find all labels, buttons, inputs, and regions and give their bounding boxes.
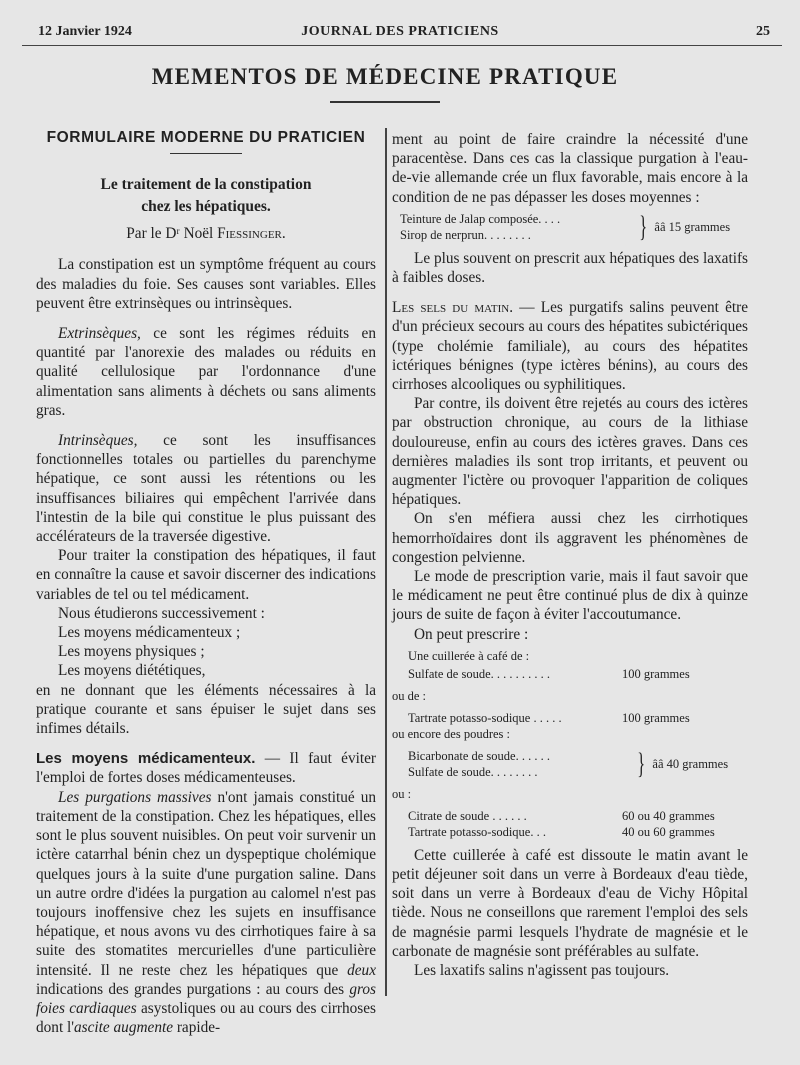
paragraph: Les laxatifs salins n'agissent pas toujours. bbox=[414, 962, 670, 980]
paragraph: en ne donnant que les éléments nécessaires à la pratique courante et sans épuiser le sujet dans ses infimes détails. bbox=[36, 681, 376, 738]
article-author bbox=[36, 224, 376, 243]
paragraph: On s'en méfiera aussi chez les cirrhotiques hemorrhoïdaires dont ils aggravent les phénomènes de congestion pelvienne. bbox=[392, 510, 748, 566]
list-intro: Nous étudierons successivement : bbox=[58, 604, 265, 622]
formula-1 bbox=[400, 211, 748, 243]
formula-item: Sulfate de soude. . . . . . . . bbox=[408, 764, 538, 779]
prescription-block bbox=[392, 648, 748, 840]
title-rule bbox=[330, 101, 440, 103]
paragraph-text: rapide- bbox=[173, 1019, 221, 1037]
formula-item: Bicarbonate de soude. . . . . . bbox=[408, 748, 550, 763]
paragraph: La constipation est un symptôme fréquent au cours des maladies du foie. Ses causes sont variables. Elles peuvent être extrinsèques ou intrinsèques. bbox=[36, 256, 376, 312]
paragraph bbox=[392, 298, 748, 394]
formula-name: Tartrate potasso-sodique . . . . . bbox=[408, 710, 562, 725]
paragraph-text: indications des grandes purgations : au cours des bbox=[36, 980, 350, 998]
formula-item: Teinture de Jalap composée. . . . bbox=[400, 211, 561, 226]
italic-phrase: ascite augmente bbox=[74, 1019, 174, 1037]
paragraph-text: n'ont jamais constitué un traitement de la constipation. Chez les hépatiques, elles sont le plus souvent nuisibles. On peut voir survenir un ictère catarrhal bénin chez un dyspeptique cholémique quelques jours à la suite d'une purgation saline. Dans un autre ordre d'idées la purgation au calomel n'est pas toujours inoffensive chez les sujets en insuffisance hépatique, et nous avons vu des cirrhotiques faire à sa suite des stomatites mercurielles d'une particulière intensité. Il ne reste chez les hépatiques que bbox=[36, 788, 376, 979]
paragraph-text: — Il faut éviter l'emploi de fortes doses médicamenteuses. bbox=[36, 750, 376, 787]
paragraph: Pour traiter la constipation des hépatiques, il faut en connaître la cause et savoir discerner des indications variables de tel ou tel médicament. bbox=[36, 547, 376, 603]
formula-line bbox=[408, 808, 748, 824]
paragraph: On peut prescrire : bbox=[414, 625, 529, 643]
small-caps-lead: Les sels du matin. bbox=[392, 299, 514, 317]
paragraph bbox=[36, 431, 376, 546]
paragraph-text: asystoliques ou au cours des cirrhoses dont l' bbox=[36, 999, 376, 1037]
header-page-number: 25 bbox=[756, 24, 770, 39]
formula-qty: 40 ou 60 grammes bbox=[622, 824, 715, 839]
formula-qty: 60 ou 40 grammes bbox=[622, 808, 715, 823]
brace-icon: } bbox=[639, 209, 648, 243]
header-journal-name: JOURNAL DES PRATICIENS bbox=[301, 24, 499, 39]
formula-group bbox=[408, 748, 748, 780]
formula-line bbox=[408, 824, 748, 840]
paragraph: Par contre, ils doivent être rejetés au cours des ictères par obstruction chronique, au cours de la lithiase douloureuse, enfin au cours des ictères graves. Dans ces dernières maladies ils sont trop irritants, et peuvent ou augmenter l'ictère ou provoquer l'apparition de coliques hépatiques. bbox=[392, 395, 748, 509]
list-item: Les moyens physiques ; bbox=[58, 643, 205, 661]
italic-lead: Intrinsèques, bbox=[58, 432, 138, 450]
section-rule bbox=[170, 153, 242, 154]
formula-or: ou : bbox=[392, 786, 412, 801]
main-title: MEMENTOS DE MÉDECINE PRATIQUE bbox=[151, 64, 619, 89]
paragraph bbox=[36, 788, 376, 1038]
italic-lead: Les purgations massives bbox=[58, 788, 212, 806]
column-separator bbox=[385, 128, 387, 996]
formula-qty: 100 grammes bbox=[622, 666, 690, 681]
formula-name: Tartrate potasso-sodique. . . bbox=[408, 824, 546, 839]
author-prefix: Par le Dʳ Noël bbox=[126, 225, 218, 243]
paragraph: Le plus souvent on prescrit aux hépatiques des laxatifs à faibles doses. bbox=[392, 249, 748, 287]
formula-dose: ââ 40 grammes bbox=[652, 756, 729, 771]
section-title: FORMULAIRE MODERNE DU PRATICIEN bbox=[46, 129, 366, 146]
italic-word: deux bbox=[347, 961, 376, 979]
sub-heading: Les moyens médicamenteux. bbox=[36, 750, 256, 768]
brace-icon: } bbox=[637, 746, 646, 780]
list-item: Les moyens diététiques, bbox=[58, 662, 206, 680]
formula-or: ou de : bbox=[392, 688, 427, 703]
right-column bbox=[392, 130, 748, 980]
formula-line bbox=[408, 666, 748, 682]
author-name: Fiessinger. bbox=[217, 225, 286, 243]
paragraph-text: ce sont les régimes réduits en quantité par l'anorexie des malades ou réduits en qualité cellulosique par l'ordonnance d'une alimentation sans aliments à déchets ou sans aliments gras. bbox=[36, 325, 376, 419]
paragraph-text: ce sont les insuffisances fonctionnelles totales ou partielles du parenchyme hépatique, ce sont aussi les rétentions ou les insuffisances biliaires qui empêchent l'arrivée dans l'intestin de la bile qui constitue le plus puissant des accélérateurs de la traversée digestive. bbox=[36, 432, 376, 546]
formula-qty: 100 grammes bbox=[622, 710, 690, 725]
paragraph bbox=[36, 324, 376, 420]
paragraph: ment au point de faire craindre la nécessité d'une paracentèse. Dans ces cas la classique purgation à l'eau-de-vie allemande crée un flux favorable, mais encore à la condition de ne pas dépasser les doses moyennes : bbox=[392, 131, 748, 206]
formula-name: Citrate de soude . . . . . . bbox=[408, 808, 527, 823]
left-column bbox=[36, 128, 376, 1037]
italic-lead: Extrinsèques, bbox=[58, 325, 141, 343]
formula-or: ou encore des poudres : bbox=[392, 726, 511, 741]
formula-intro: Une cuillerée à café de : bbox=[408, 648, 530, 663]
formula-line bbox=[408, 710, 748, 726]
formula-dose: ââ 15 grammes bbox=[654, 219, 731, 234]
paragraph: Cette cuillerée à café est dissoute le matin avant le petit déjeuner soit dans un verre à Bordeaux d'eau tiède, soit dans un verre à Bordeaux d'eau de Vichy Hôpital tiède. Nous ne conseillons que rarement l'emploi des sels de magnésie parmi lesquels l'hydrate de magnésie et le carbonate de magnésie sont préférables au sulfate. bbox=[392, 846, 748, 960]
article-title bbox=[36, 174, 376, 218]
paragraph bbox=[36, 749, 376, 787]
header-date: 12 Janvier 1924 bbox=[38, 24, 132, 39]
article-title-line-2: chez les hépatiques. bbox=[141, 198, 271, 216]
formula-name: Sulfate de soude. . . . . . . . . . bbox=[408, 666, 550, 681]
article-title-line-1: Le traitement de la constipation bbox=[100, 176, 312, 194]
header-rule bbox=[22, 45, 782, 46]
paragraph: Le mode de prescription varie, mais il faut savoir que le médicament ne peut être continué plus de dix à quinze jours de suite de façon à éviter l'accoutumance. bbox=[392, 568, 748, 624]
paragraph-text: — Les purgatifs salins peuvent être d'un précieux secours au cours des hépatites subictériques (type cholémie familiale), au cours des hépatites ictériques bénignes (type ictères bénins), au cours des cirrhoses alcooliques ou syphilitiques. bbox=[392, 299, 748, 394]
list-item: Les moyens médicamenteux ; bbox=[58, 624, 241, 642]
italic-phrase: gros foies cardiaques bbox=[36, 980, 376, 1017]
formula-item: Sirop de nerprun. . . . . . . . bbox=[400, 227, 531, 242]
